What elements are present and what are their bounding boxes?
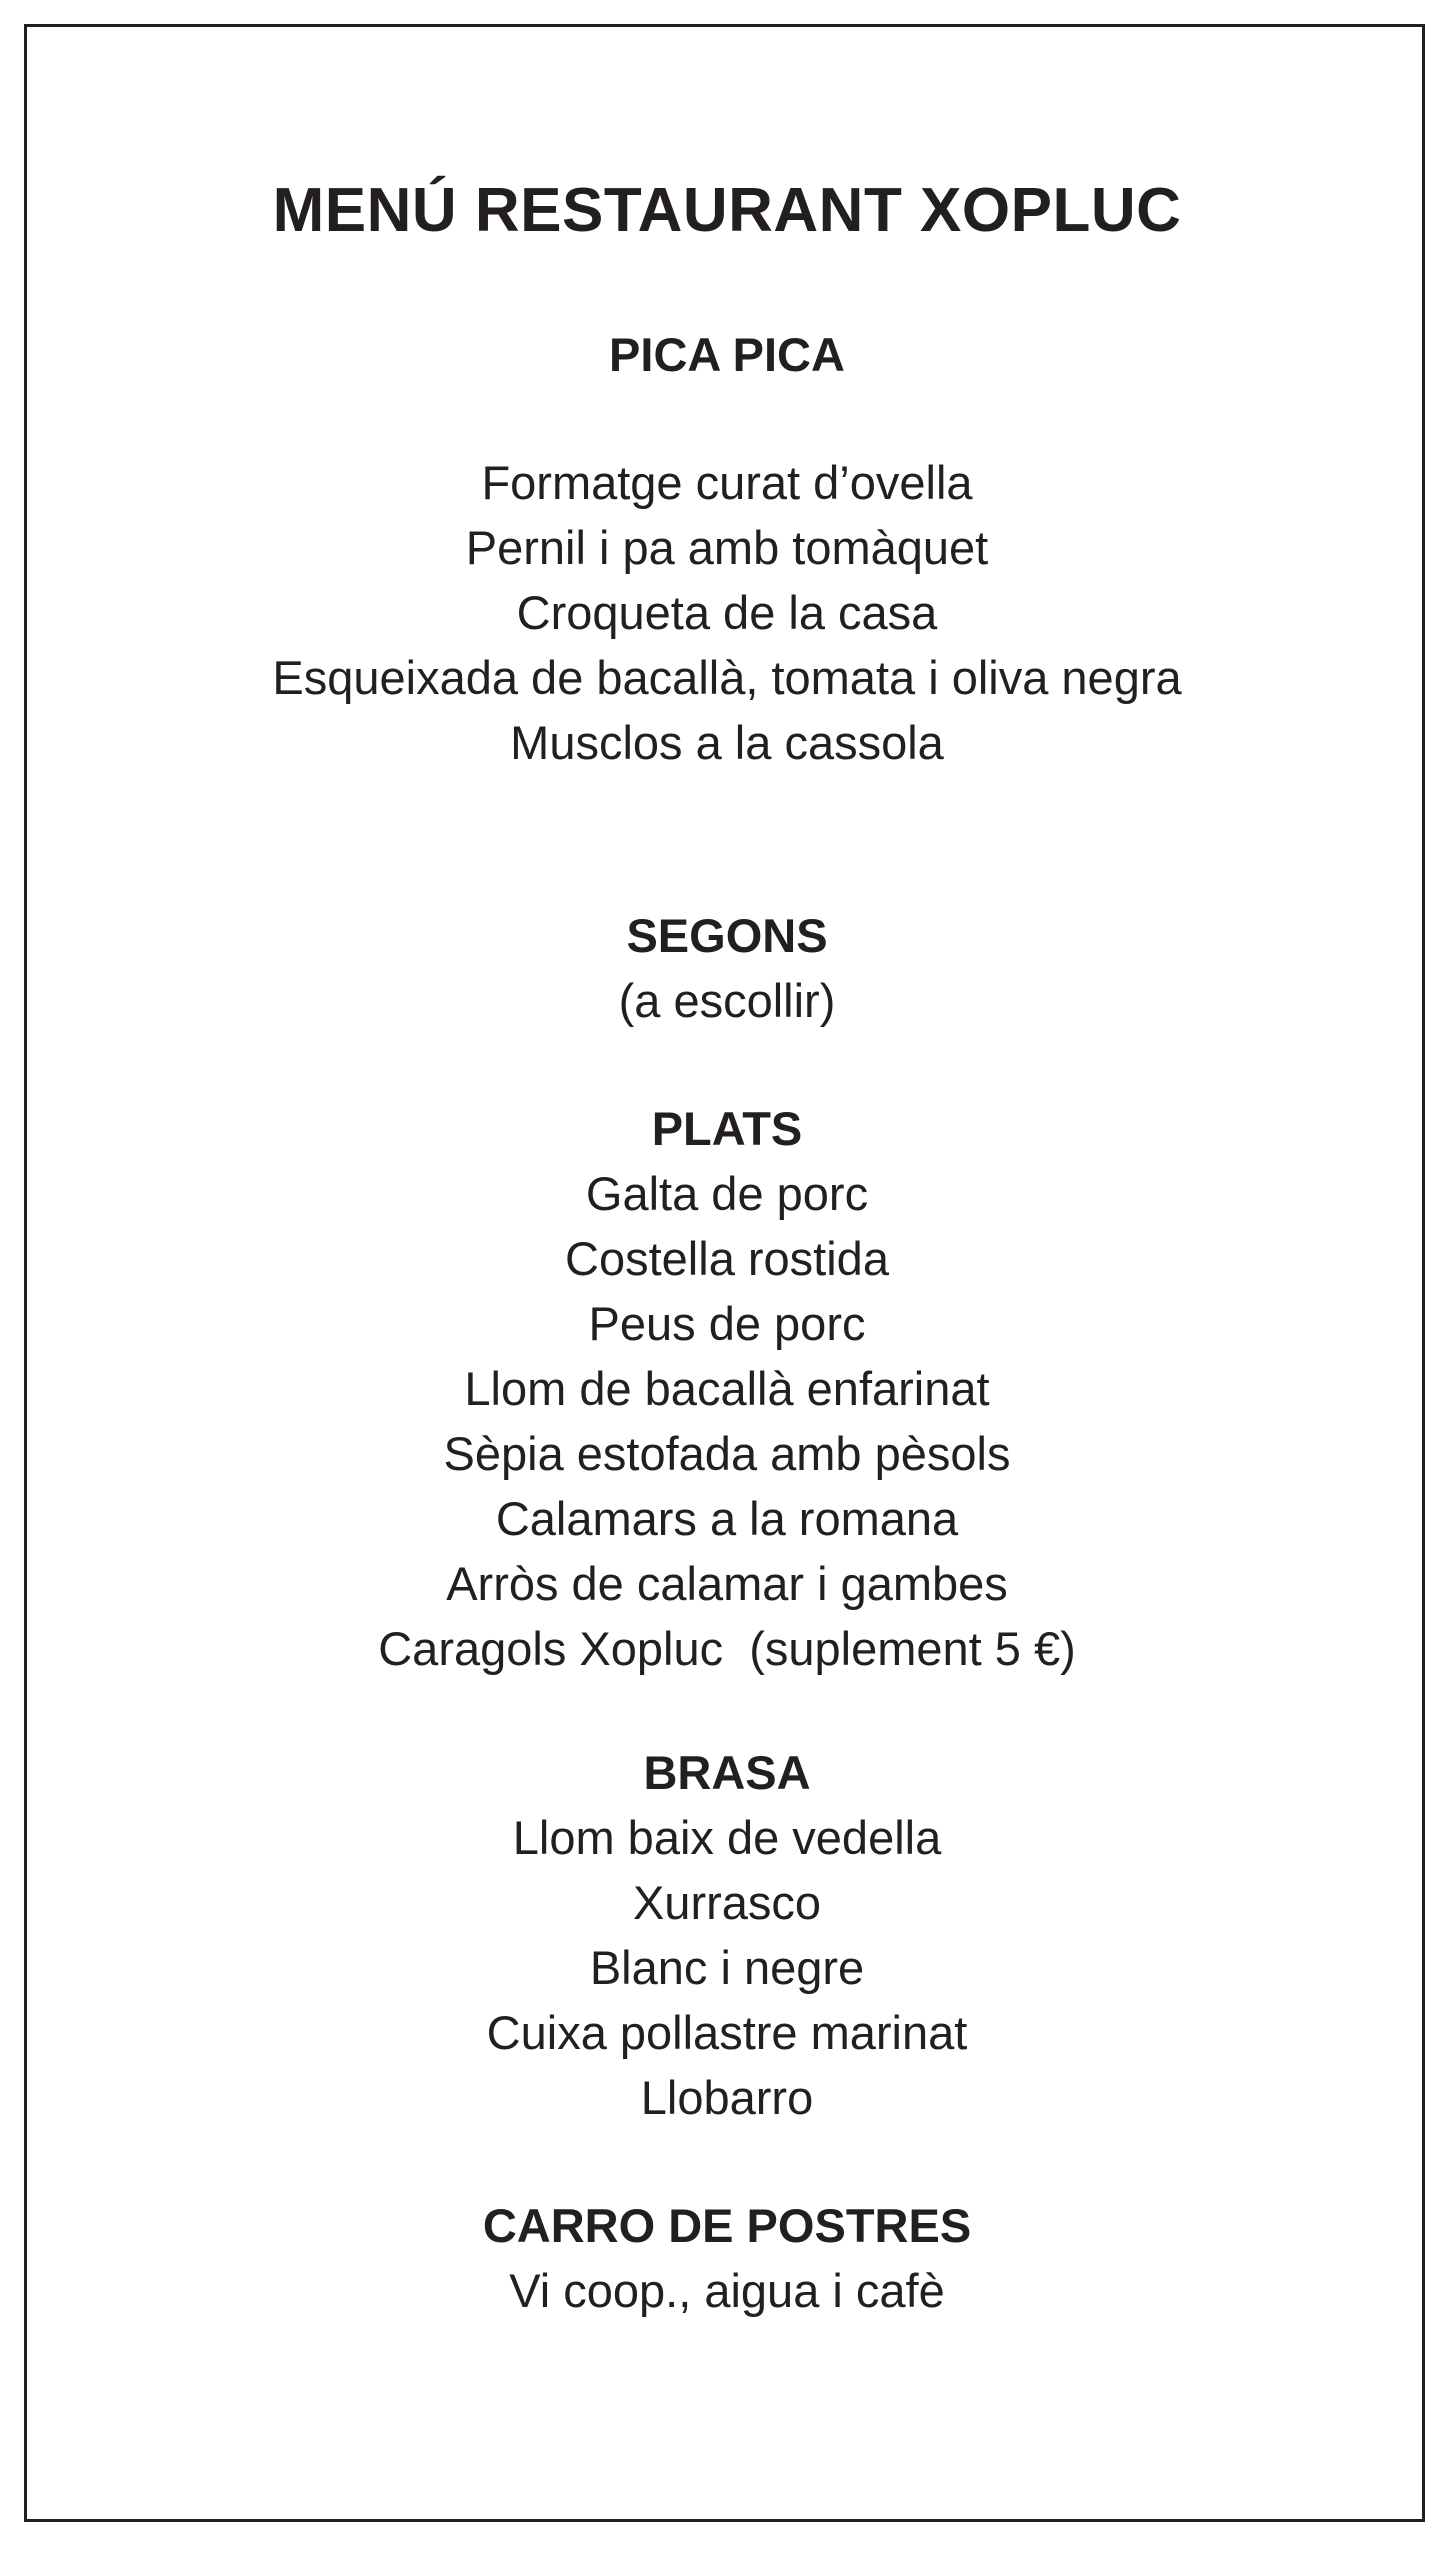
pica-pica-list bbox=[0, 450, 1454, 775]
list-item: Formatge curat d’ovella bbox=[481, 456, 973, 509]
list-item: Cuixa pollastre marinat bbox=[486, 2006, 968, 2059]
list-item: Calamars a la romana bbox=[495, 1492, 959, 1545]
pica-pica-heading: PICA PICA bbox=[609, 328, 845, 381]
list-item: Costella rostida bbox=[565, 1232, 889, 1285]
list-item: Pernil i pa amb tomàquet bbox=[465, 521, 989, 574]
brasa-list bbox=[0, 1805, 1454, 2130]
plats-heading: PLATS bbox=[651, 1102, 803, 1155]
list-item: Llobarro bbox=[640, 2071, 814, 2124]
list-item: Esqueixada de bacallà, tomata i oliva negra bbox=[272, 651, 1182, 704]
list-item: Caragols Xopluc (suplement 5 €) bbox=[378, 1622, 1076, 1675]
list-item: Sèpia estofada amb pèsols bbox=[443, 1427, 1011, 1480]
list-item: Peus de porc bbox=[588, 1297, 866, 1350]
list-item: Croqueta de la casa bbox=[516, 586, 938, 639]
postres-note: Vi coop., aigua i cafè bbox=[509, 2264, 945, 2317]
list-item: Arròs de calamar i gambes bbox=[446, 1557, 1008, 1610]
list-item: Llom baix de vedella bbox=[512, 1811, 942, 1864]
plats-list bbox=[0, 1161, 1454, 1681]
list-item: Blanc i negre bbox=[589, 1941, 865, 1994]
list-item: Galta de porc bbox=[585, 1167, 869, 1220]
segons-heading: SEGONS bbox=[626, 909, 828, 962]
postres-heading: CARRO DE POSTRES bbox=[482, 2199, 972, 2252]
menu-title: MENÚ RESTAURANT XOPLUC bbox=[272, 176, 1182, 245]
list-item: Xurrasco bbox=[632, 1876, 822, 1929]
list-item: Musclos a la cassola bbox=[510, 716, 944, 769]
segons-note: (a escollir) bbox=[618, 974, 836, 1027]
brasa-heading: BRASA bbox=[643, 1746, 811, 1799]
list-item: Llom de bacallà enfarinat bbox=[464, 1362, 990, 1415]
